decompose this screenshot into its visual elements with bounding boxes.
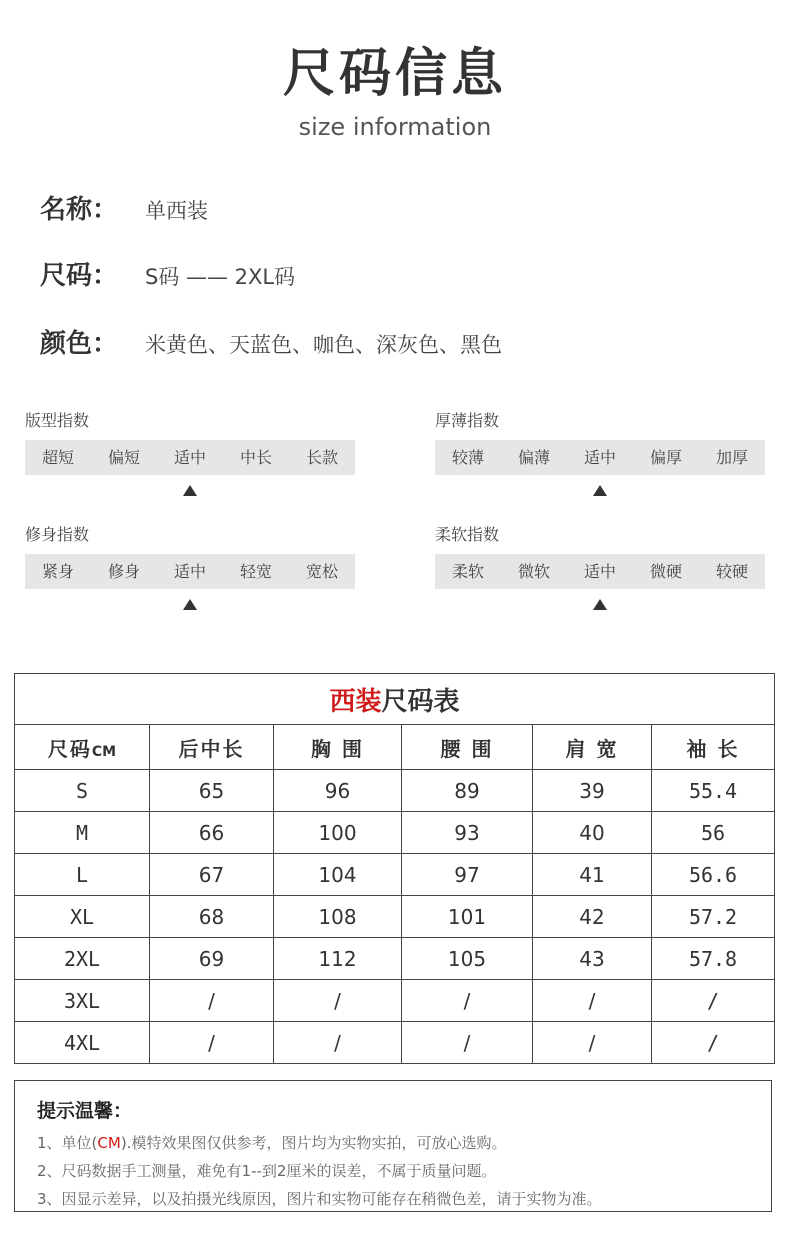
table-title-highlight: 西装 [329, 686, 382, 717]
table-cell: / [274, 1022, 402, 1064]
index-option: 偏薄 [517, 448, 550, 467]
table-body [15, 770, 775, 1064]
tips-line: 2、尺码数据手工测量，难免有1--到2厘米的误差，不属于质量问题。 [37, 1162, 497, 1180]
table-cell: / [533, 1022, 652, 1064]
table-title-text: 尺码表 [381, 686, 460, 717]
column-header: 袖 长 [652, 725, 775, 770]
index-option: 适中 [583, 448, 616, 467]
table-cell: 55.4 [652, 770, 775, 812]
index-title: 柔软指数 [435, 525, 500, 544]
column-header: 肩 宽 [533, 725, 652, 770]
page-subtitle: size information [298, 113, 492, 141]
index-option: 修身 [107, 562, 140, 581]
table-row [15, 938, 775, 980]
index-option: 紧身 [41, 562, 74, 581]
table-cell: 89 [402, 770, 533, 812]
index-option: 中长 [239, 448, 272, 467]
table-cell: 97 [402, 854, 533, 896]
table-cell: 67 [150, 854, 274, 896]
selected-marker-icon [593, 485, 607, 496]
table-header-row [15, 725, 775, 770]
index-scale [25, 440, 355, 475]
table-cell: 96 [274, 770, 402, 812]
selected-marker-icon [593, 599, 607, 610]
table-cell: 69 [150, 938, 274, 980]
table-cell: / [150, 980, 274, 1022]
info-value: 米黄色、天蓝色、咖色、深灰色、黑色 [145, 333, 502, 357]
column-header: 腰 围 [402, 725, 533, 770]
table-cell: 65 [150, 770, 274, 812]
size-cell: S [15, 770, 150, 812]
index-option: 长款 [305, 448, 338, 467]
index-option: 偏短 [107, 448, 140, 467]
index-option: 较硬 [715, 562, 748, 581]
table-cell: 41 [533, 854, 652, 896]
table-cell: 57.8 [652, 938, 775, 980]
unit-highlight: CM [97, 1134, 121, 1152]
page-title: 尺码信息 [282, 44, 507, 104]
table-cell: 66 [150, 812, 274, 854]
index-option: 适中 [173, 448, 206, 467]
index-scale [25, 554, 355, 589]
index-title: 厚薄指数 [435, 411, 500, 430]
column-header: 后中长 [150, 725, 274, 770]
size-cell: L [15, 854, 150, 896]
index-option: 柔软 [451, 562, 484, 581]
size-cell: 4XL [15, 1022, 150, 1064]
table-cell: 56.6 [652, 854, 775, 896]
table-cell: / [652, 1022, 775, 1064]
index-title: 版型指数 [25, 411, 90, 430]
info-label: 颜色： [40, 329, 119, 359]
table-cell: 108 [274, 896, 402, 938]
table-row [15, 854, 775, 896]
table-row [15, 1022, 775, 1064]
table-cell: 100 [274, 812, 402, 854]
table-cell: / [652, 980, 775, 1022]
unit-label: CM [91, 743, 117, 760]
index-option: 微软 [517, 562, 550, 581]
info-label: 尺码： [40, 261, 119, 291]
tips-line: 1、单位(CM).模特效果图仅供参考，图片均为实物实拍，可放心选购。 [37, 1134, 507, 1152]
table-title [15, 674, 775, 725]
info-value: 单西装 [145, 199, 208, 223]
index-option: 适中 [583, 562, 616, 581]
info-row-name [40, 190, 208, 230]
info-row-size [40, 256, 295, 296]
table-cell: 105 [402, 938, 533, 980]
index-option: 较薄 [451, 448, 484, 467]
table-cell: / [150, 1022, 274, 1064]
fit-index [25, 410, 355, 501]
index-option: 适中 [173, 562, 206, 581]
column-header: 尺码CM [15, 725, 150, 770]
table-cell: 56 [652, 812, 775, 854]
column-header: 胸 围 [274, 725, 402, 770]
index-title: 修身指数 [25, 525, 90, 544]
size-cell: M [15, 812, 150, 854]
table-cell: 57.2 [652, 896, 775, 938]
index-option: 偏厚 [649, 448, 682, 467]
table-row [15, 812, 775, 854]
thickness-index [435, 410, 765, 501]
size-cell: 2XL [15, 938, 150, 980]
tips-line: 3、因显示差异，以及拍摄光线原因，图片和实物可能存在稍微色差，请于实物为准。 [37, 1190, 602, 1208]
size-chart-table [14, 673, 775, 1064]
table-row [15, 980, 775, 1022]
table-cell: / [402, 1022, 533, 1064]
index-option: 轻宽 [239, 562, 272, 581]
table-cell: / [402, 980, 533, 1022]
info-label: 名称： [40, 195, 119, 225]
table-cell: 112 [274, 938, 402, 980]
slim-index [25, 524, 355, 615]
table-cell: / [533, 980, 652, 1022]
tips-title: 提示温馨： [37, 1100, 133, 1122]
table-cell: 101 [402, 896, 533, 938]
index-option: 微硬 [649, 562, 682, 581]
selected-marker-icon [183, 599, 197, 610]
index-option: 超短 [41, 448, 74, 467]
table-cell: 39 [533, 770, 652, 812]
index-scale [435, 440, 765, 475]
size-cell: XL [15, 896, 150, 938]
info-value: S码 —— 2XL码 [145, 265, 296, 289]
size-cell: 3XL [15, 980, 150, 1022]
table-cell: 43 [533, 938, 652, 980]
softness-index [435, 524, 765, 615]
index-scale [435, 554, 765, 589]
table-row [15, 770, 775, 812]
table-cell: 40 [533, 812, 652, 854]
table-cell: / [274, 980, 402, 1022]
selected-marker-icon [183, 485, 197, 496]
index-option: 宽松 [305, 562, 338, 581]
index-option: 加厚 [715, 448, 748, 467]
info-row-color [40, 324, 502, 364]
tips-box [14, 1080, 772, 1212]
table-cell: 42 [533, 896, 652, 938]
table-cell: 68 [150, 896, 274, 938]
table-row [15, 896, 775, 938]
table-cell: 93 [402, 812, 533, 854]
table-cell: 104 [274, 854, 402, 896]
